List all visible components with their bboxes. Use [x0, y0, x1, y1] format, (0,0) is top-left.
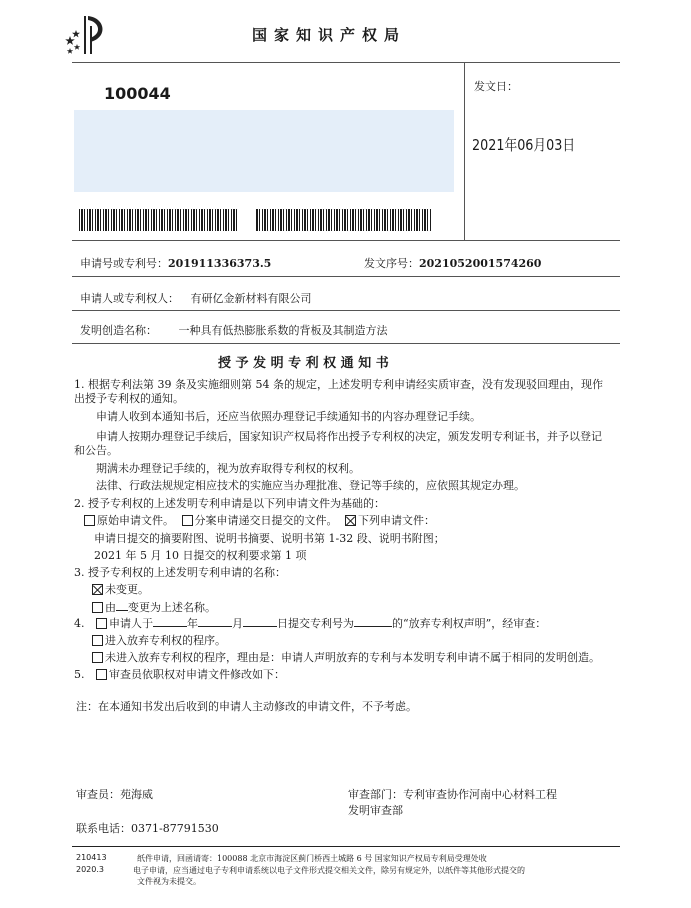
checkbox-no-waiver[interactable] [92, 652, 103, 663]
para-3b: 和公告。 [74, 444, 118, 457]
para-1b: 出授予专利权的通知。 [74, 392, 184, 405]
dept-label: 审查部门： [348, 788, 403, 801]
applicant-row [80, 290, 312, 306]
checkbox-enter-waiver[interactable] [92, 635, 103, 646]
section-4-option-2 [92, 649, 600, 665]
address-redacted-block [74, 110, 454, 192]
para-2: 申请人收到本通知书后，还应当依照办理登记手续通知书的内容办理登记手续。 [96, 410, 481, 423]
option-divisional-docs: 分案申请递交日提交的文件。 [194, 514, 338, 527]
app-no-row [80, 255, 271, 271]
phone-row [76, 820, 219, 836]
section-3-option-2 [92, 599, 216, 615]
blank-day [243, 616, 277, 627]
blank-old-name [116, 600, 128, 611]
examiner-row [76, 786, 153, 802]
option-unchanged: 未变更。 [105, 583, 149, 596]
app-no: 201911336373.5 [168, 257, 272, 270]
serial-row [364, 255, 541, 271]
option-no-waiver: 未进入放弃专利权的程序，理由是：申请人声明放弃的专利与本发明专利申请不属于相同的发明创造。 [105, 651, 600, 664]
waiver-text-b: 日提交专利号为 [277, 617, 354, 630]
serial-no: 2021052001574260 [419, 257, 542, 270]
form-code-1: 210413 [76, 853, 107, 862]
dept-name-2: 发明审查部 [348, 804, 403, 817]
barcode [79, 209, 239, 231]
footer-mail-note: 纸件申请，回函请寄：100088 北京市海淀区蓟门桥西土城路 6 号 国家知识产权局专利局受理处收 [137, 854, 487, 863]
para-5: 法律、行政法规规定相应技术的实施应当办理批准、登记等手续的，应依照其规定办理。 [96, 479, 525, 492]
postal-code: 100044 [104, 84, 171, 103]
checkbox-waiver[interactable] [96, 618, 107, 629]
invention-title: 一种具有低热膨胀系数的背板及其制造方法 [178, 324, 388, 337]
dept-name-1: 专利审查协作河南中心材料工程 [403, 788, 557, 801]
serial-label: 发文序号： [364, 257, 419, 270]
issue-date: 2021年06月03日 [472, 136, 576, 154]
phone-label: 联系电话： [76, 822, 131, 835]
section-4-row [74, 615, 546, 631]
section-2-docs-2: 2021 年 5 月 10 日提交的权利要求第 1 项 [94, 549, 307, 562]
section-5-number: 5. [74, 668, 85, 681]
section-2-docs-1: 申请日提交的摘要附图、说明书摘要、说明书第 1-32 段、说明书附图； [94, 532, 445, 545]
section-5-row [74, 666, 285, 682]
section-3-heading: 3. 授予专利权的上述发明专利申请的名称： [74, 566, 286, 579]
checkbox-divisional-docs[interactable] [182, 515, 193, 526]
phone-number: 0371-87791530 [131, 822, 219, 835]
option-enter-waiver: 进入放弃专利权的程序。 [105, 634, 226, 647]
app-no-label: 申请号或专利号： [80, 257, 168, 270]
blank-patent-no [354, 616, 392, 627]
para-1a: 1. 根据专利法第 39 条及实施细则第 54 条的规定，上述发明专利申请经实质审查，没有发现驳回理由，现作 [74, 378, 603, 391]
form-code-2: 2020.3 [76, 865, 104, 874]
note: 注：在本通知书发出后收到的申请人主动修改的申请文件，不予考虑。 [76, 700, 417, 713]
waiver-month: 月 [232, 617, 243, 630]
blank-year [153, 616, 187, 627]
invention-title-label: 发明创造名称： [80, 324, 157, 337]
option-following-docs: 下列申请文件： [358, 514, 435, 527]
footer-e-filing-note: 电子申请，应当通过电子专利申请系统以电子文件形式提交相关文件，除另有规定外，以纸件等其他形式提交的 [133, 866, 525, 875]
section-3-option-1 [92, 581, 149, 597]
cnipa-logo [62, 12, 114, 56]
notice-heading: 授 予 发 明 专 利 权 通 知 书 [218, 356, 389, 371]
checkbox-examiner-amendment[interactable] [96, 669, 107, 680]
waiver-year: 年 [187, 617, 198, 630]
para-3a: 申请人按期办理登记手续后，国家知识产权局将作出授予专利权的决定，颁发发明专利证书，并予以登记 [96, 430, 602, 443]
dept-row [348, 786, 557, 802]
section-2-options [84, 512, 435, 528]
checkbox-unchanged[interactable] [92, 584, 103, 595]
invention-title-row [80, 322, 388, 338]
examiner-label: 审查员： [76, 788, 120, 801]
waiver-text-a: 申请人于 [109, 617, 153, 630]
footer-e-filing-note-2: 文件视为未提交。 [137, 877, 201, 886]
para-4: 期满未办理登记手续的，视为放弃取得专利权的权利。 [96, 462, 360, 475]
waiver-text-c: 的“放弃专利权声明”，经审查： [392, 617, 547, 630]
blank-month [198, 616, 232, 627]
office-title: 国家知识产权局 [252, 26, 407, 44]
option-original-docs: 原始申请文件。 [97, 514, 174, 527]
checkbox-original-docs[interactable] [84, 515, 95, 526]
checkbox-following-docs[interactable] [345, 515, 356, 526]
checkbox-changed[interactable] [92, 602, 103, 613]
option-changed-from: 由 [105, 601, 116, 614]
issue-date-label: 发文日： [474, 80, 518, 93]
option-changed-to: 变更为上述名称。 [128, 601, 216, 614]
examiner-name: 苑海威 [120, 788, 153, 801]
barcode-2 [256, 209, 432, 231]
section-4-number: 4. [74, 617, 85, 630]
applicant-name: 有研亿金新材料有限公司 [190, 292, 312, 305]
applicant-label: 申请人或专利权人： [80, 292, 179, 305]
section-2-heading: 2. 授予专利权的上述发明专利申请是以下列申请文件为基础的： [74, 497, 385, 510]
examiner-amendment-text: 审查员依职权对申请文件修改如下： [109, 668, 285, 681]
section-4-option-1 [92, 632, 226, 648]
